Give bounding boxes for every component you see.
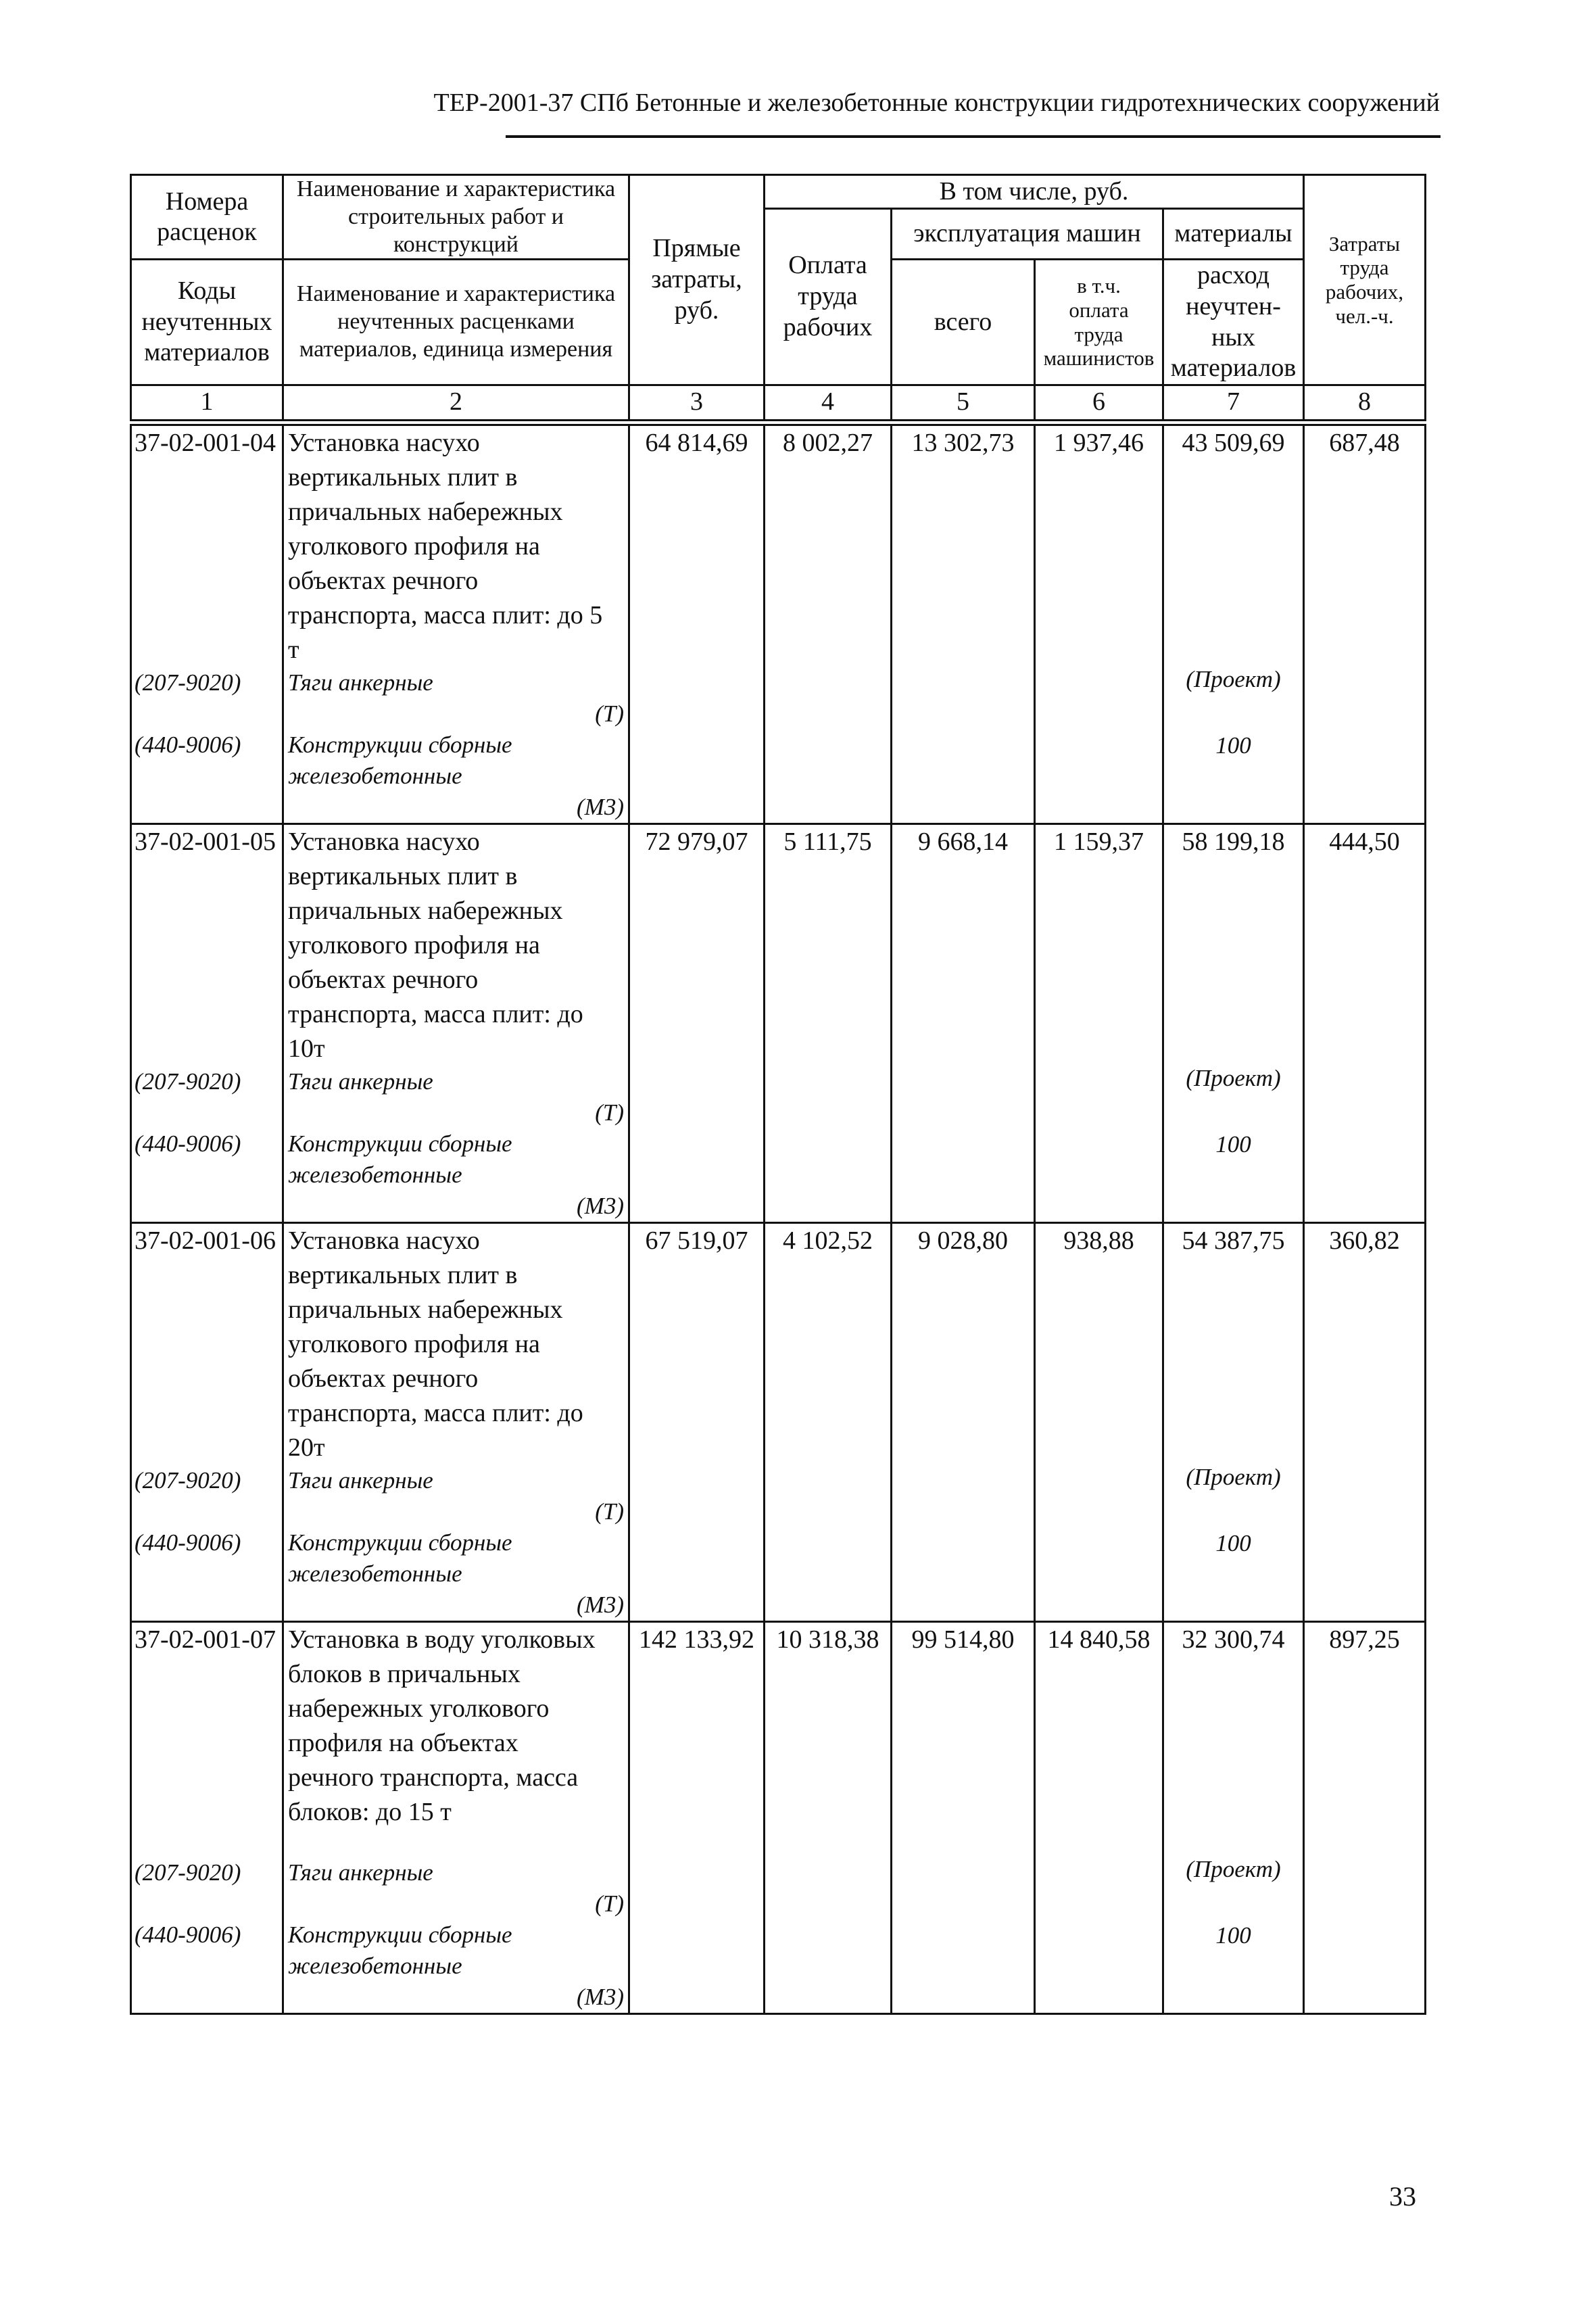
material-unit: (Т) [595,1890,624,1917]
material-code: (207-9020) [135,1859,241,1886]
rate-name-line: Установка насухо [288,828,480,856]
header-rule [506,135,1441,138]
column-number: 7 [1163,385,1304,420]
header-rate-number: Номера расценок [131,175,283,260]
rate-code: 37-02-001-06 [135,1226,276,1255]
rate-name-line: транспорта, масса плит: до [288,1399,583,1427]
rate-name-line: объектах речного [288,567,479,595]
header-material-names: Наименование и характеристика неучтенных расценками материалов, единица измерения [283,260,629,385]
rate-name-line: уголкового профиля на [288,532,540,560]
header-labor-hours: Затраты труда рабочих, чел.-ч. [1304,175,1426,385]
material-quantity: (Проект) [1186,1856,1281,1882]
rate-name-line: блоков в причальных [288,1660,521,1688]
material-code: (440-9006) [135,1529,241,1556]
direct-costs-cell: 72 979,07 [629,824,765,1223]
labor-hours-cell: 687,48 [1304,425,1426,824]
material-name: Тяги анкерные [288,1467,433,1494]
rate-name-line: Установка насухо [288,429,480,457]
material-unit: (М3) [577,794,624,820]
machinists-pay-cell: 938,88 [1035,1223,1163,1622]
labor-pay-cell: 4 102,52 [765,1223,892,1622]
table-row [131,824,1426,1223]
material-unit: (Т) [595,1099,624,1126]
rate-name-line: 20т [288,1433,325,1462]
column-number: 1 [131,385,283,420]
machinists-pay-cell: 1 937,46 [1035,425,1163,824]
machines-total-cell: 13 302,73 [892,425,1035,824]
rates-table [130,424,1426,2015]
rate-name-line: причальных набережных [288,897,563,925]
rate-name-line: вертикальных плит в [288,862,518,890]
material-quantity: 100 [1215,732,1251,759]
labor-pay-cell: 5 111,75 [765,824,892,1223]
rate-name-line: объектах речного [288,1364,479,1393]
labor-hours-cell: 360,82 [1304,1223,1426,1622]
labor-hours-cell: 444,50 [1304,824,1426,1223]
header-unaccounted-materials: расход неучтен- ных материалов [1163,260,1304,385]
rate-name-line: Установка насухо [288,1226,480,1255]
material-name-line: железобетонные [288,1162,462,1188]
table-header [130,174,1426,421]
material-name-line: железобетонные [288,1560,462,1587]
header-labor-pay: Оплата труда рабочих [765,209,892,385]
machinists-pay-cell: 1 159,37 [1035,824,1163,1223]
material-unit: (М3) [577,1984,624,2010]
header-machines: эксплуатация машин [892,209,1163,260]
material-code: (440-9006) [135,1922,241,1948]
material-code: (207-9020) [135,669,241,696]
rate-name-line: речного транспорта, масса [288,1763,579,1792]
material-code: (207-9020) [135,1068,241,1095]
page-number: 33 [1389,2181,1416,2212]
materials-cell: 43 509,69 [1182,429,1285,457]
material-quantity: 100 [1215,1530,1251,1556]
direct-costs-cell: 64 814,69 [629,425,765,824]
material-code: (440-9006) [135,1130,241,1157]
running-header: ТЕР-2001-37 СПб Бетонные и железобетонные конструкции гидротехнических сооружений [433,89,1440,117]
header-including: В том числе, руб. [765,175,1304,209]
material-code: (207-9020) [135,1467,241,1494]
column-number: 5 [892,385,1035,420]
material-name: Тяги анкерные [288,669,433,696]
direct-costs-cell: 67 519,07 [629,1223,765,1622]
material-unit: (Т) [595,1498,624,1525]
material-name-line: Конструкции сборные [288,1922,512,1948]
material-name: Тяги анкерные [288,1859,433,1886]
rate-name-line: т [288,636,299,664]
rate-name-line: транспорта, масса плит: до [288,1000,583,1028]
material-quantity: 100 [1215,1922,1251,1949]
rate-name-line: уголкового профиля на [288,931,540,959]
material-name: Тяги анкерные [288,1068,433,1095]
materials-cell: 54 387,75 [1182,1226,1285,1255]
column-number: 6 [1035,385,1163,420]
rate-name-line: объектах речного [288,965,479,994]
rate-name-line: вертикальных плит в [288,1261,518,1289]
column-number: 8 [1304,385,1426,420]
material-name-line: железобетонные [288,1953,462,1979]
material-name-line: Конструкции сборные [288,732,512,758]
labor-hours-cell: 897,25 [1304,1622,1426,2014]
machines-total-cell: 9 028,80 [892,1223,1035,1622]
material-code: (440-9006) [135,732,241,758]
table-row [131,1622,1426,2014]
rate-name-line: блоков: до 15 т [288,1798,452,1826]
column-number: 3 [629,385,765,420]
material-name-line: Конструкции сборные [288,1130,512,1157]
machinists-pay-cell: 14 840,58 [1035,1622,1163,2014]
material-name-line: железобетонные [288,763,462,789]
rate-name-line: уголкового профиля на [288,1330,540,1358]
rate-name-line: Установка в воду уголковых [288,1625,596,1654]
rate-name-line: 10т [288,1034,325,1063]
rate-name-line: причальных набережных [288,1295,563,1324]
header-material-codes: Коды неучтенных материалов [131,260,283,385]
labor-pay-cell: 8 002,27 [765,425,892,824]
labor-pay-cell: 10 318,38 [765,1622,892,2014]
material-unit: (М3) [577,1592,624,1618]
header-materials: материалы [1163,209,1304,260]
machines-total-cell: 9 668,14 [892,824,1035,1223]
rate-code: 37-02-001-07 [135,1625,276,1654]
header-machines-total: всего [892,260,1035,385]
column-number: 4 [765,385,892,420]
direct-costs-cell: 142 133,92 [629,1622,765,2014]
material-unit: (М3) [577,1193,624,1219]
material-quantity: 100 [1215,1131,1251,1158]
material-unit: (Т) [595,700,624,727]
rate-code: 37-02-001-05 [135,828,276,856]
material-quantity: (Проект) [1186,1065,1281,1091]
rate-name-line: профиля на объектах [288,1729,518,1757]
material-quantity: (Проект) [1186,666,1281,692]
rate-name-line: транспорта, масса плит: до 5 [288,601,603,629]
materials-cell: 32 300,74 [1182,1625,1285,1654]
table-row [131,425,1426,824]
machines-total-cell: 99 514,80 [892,1622,1035,2014]
rate-name-line: причальных набережных [288,498,563,526]
material-quantity: (Проект) [1186,1464,1281,1490]
table-row [131,1223,1426,1622]
header-direct-costs: Прямые затраты, руб. [629,175,765,385]
header-machinists-pay: в т.ч. оплата труда машинистов [1035,260,1163,385]
header-work-name: Наименование и характеристика строительных работ и конструкций [283,175,629,260]
rate-name-line: набережных уголкового [288,1694,550,1723]
rate-code: 37-02-001-04 [135,429,276,457]
column-number: 2 [283,385,629,420]
material-name-line: Конструкции сборные [288,1529,512,1556]
rate-name-line: вертикальных плит в [288,463,518,492]
materials-cell: 58 199,18 [1182,828,1285,856]
